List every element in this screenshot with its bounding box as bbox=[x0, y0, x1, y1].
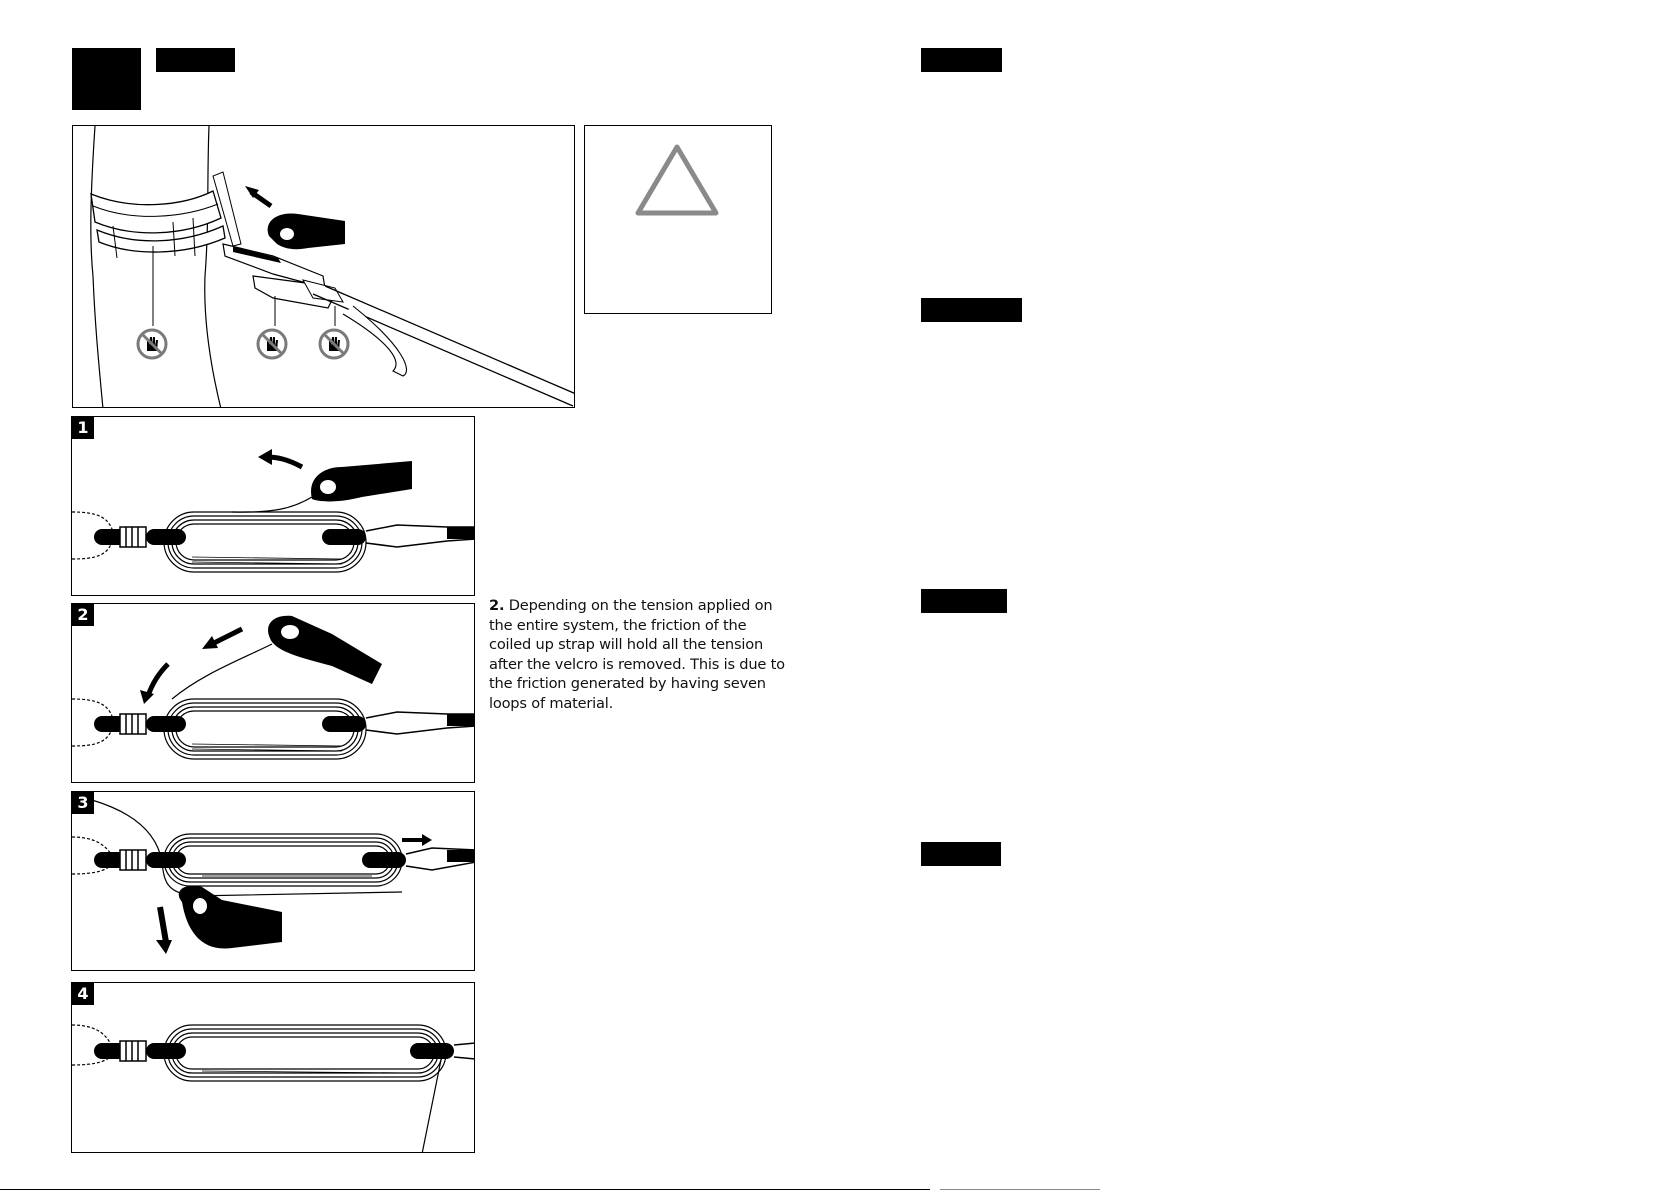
step-number: 1 bbox=[72, 417, 94, 439]
step-number: 3 bbox=[72, 792, 94, 814]
step-2-illustration bbox=[71, 603, 475, 783]
section-title-bar bbox=[156, 48, 235, 72]
step-number-label: 2. bbox=[489, 597, 505, 614]
step-number: 2 bbox=[72, 604, 94, 626]
no-touch-icon bbox=[135, 327, 169, 361]
step-number: 4 bbox=[72, 983, 94, 1005]
heading-bar bbox=[921, 842, 1001, 866]
overview-illustration bbox=[72, 125, 575, 408]
page-bottom-rule bbox=[0, 1189, 930, 1190]
heading-bar bbox=[921, 589, 1007, 613]
step-1-illustration bbox=[71, 416, 475, 596]
chapter-number-block bbox=[72, 48, 141, 110]
heading-bar bbox=[921, 298, 1022, 322]
step-3-illustration bbox=[71, 791, 475, 971]
warning-box bbox=[584, 125, 772, 314]
warning-triangle-icon bbox=[632, 141, 722, 219]
no-touch-icon bbox=[317, 327, 351, 361]
step-4-illustration bbox=[71, 982, 475, 1153]
no-touch-icon bbox=[255, 327, 289, 361]
step-2-description bbox=[489, 596, 789, 713]
step-text: Depending on the tension applied on the entire system, the friction of the coiled up strap will hold all the tension after the velcro is removed. This is due to the friction generated by having seven loops of material. bbox=[489, 597, 785, 712]
page-bottom-rule bbox=[940, 1189, 1100, 1190]
heading-bar bbox=[921, 48, 1002, 72]
